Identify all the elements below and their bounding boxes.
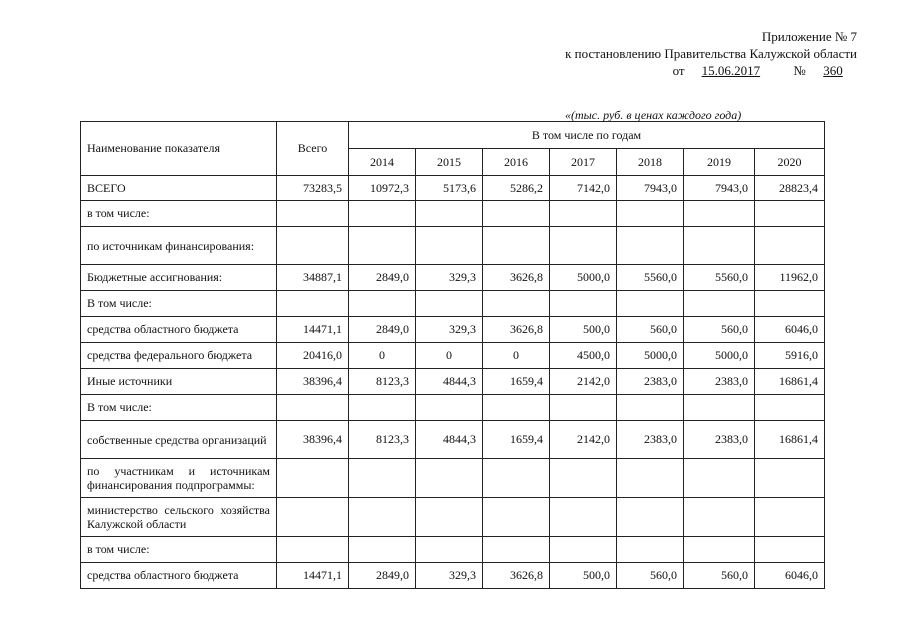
year-value-cell: 5286,2 [483, 176, 550, 201]
year-value-cell: 28823,4 [755, 176, 825, 201]
year-value-cell: 560,0 [684, 563, 755, 589]
year-value-cell [416, 291, 483, 317]
year-value-cell: 560,0 [684, 317, 755, 343]
table-row [81, 201, 825, 227]
year-value-cell [349, 459, 416, 498]
table-header-row-1 [81, 122, 825, 149]
year-value-cell [617, 291, 684, 317]
year-value-cell [684, 227, 755, 265]
year-header: 2016 [483, 149, 550, 176]
year-value-cell: 8123,3 [349, 421, 416, 459]
year-value-cell [684, 291, 755, 317]
row-label: по источникам финансирования: [81, 227, 277, 265]
year-value-cell [349, 227, 416, 265]
year-value-cell: 6046,0 [755, 563, 825, 589]
year-value-cell [550, 227, 617, 265]
total-cell: 34887,1 [277, 265, 349, 291]
table-row [81, 459, 825, 498]
year-value-cell: 329,3 [416, 317, 483, 343]
year-value-cell: 5560,0 [617, 265, 684, 291]
year-value-cell: 560,0 [617, 317, 684, 343]
year-value-cell [483, 201, 550, 227]
total-cell [277, 498, 349, 537]
row-label: Иные источники [81, 369, 277, 395]
year-value-cell: 4844,3 [416, 421, 483, 459]
year-value-cell: 8123,3 [349, 369, 416, 395]
table-row [81, 291, 825, 317]
table-row [81, 369, 825, 395]
table-row [81, 227, 825, 265]
year-value-cell [684, 537, 755, 563]
year-value-cell [550, 395, 617, 421]
year-value-cell [349, 395, 416, 421]
year-value-cell [550, 291, 617, 317]
year-value-cell [755, 227, 825, 265]
year-value-cell [416, 459, 483, 498]
table-row [81, 343, 825, 369]
total-cell [277, 291, 349, 317]
table-row [81, 317, 825, 343]
resolution-date: 15.06.2017 [701, 63, 761, 78]
year-value-cell [755, 459, 825, 498]
table-row [81, 537, 825, 563]
year-value-cell: 0 [483, 343, 550, 369]
year-value-cell: 11962,0 [755, 265, 825, 291]
year-value-cell: 16861,4 [755, 421, 825, 459]
row-label: Бюджетные ассигнования: [81, 265, 277, 291]
row-label: средства областного бюджета [81, 317, 277, 343]
total-cell: 73283,5 [277, 176, 349, 201]
col-header-years-group: В том числе по годам [349, 122, 825, 149]
year-value-cell: 5560,0 [684, 265, 755, 291]
col-header-name: Наименование показателя [81, 122, 277, 176]
year-value-cell [684, 459, 755, 498]
financing-table [80, 121, 825, 589]
year-value-cell [483, 498, 550, 537]
row-label: в том числе: [81, 537, 277, 563]
year-value-cell [617, 201, 684, 227]
document-header [565, 28, 857, 79]
year-value-cell [483, 227, 550, 265]
total-cell [277, 227, 349, 265]
year-value-cell: 5000,0 [617, 343, 684, 369]
table-row [81, 265, 825, 291]
row-label: министерство сельского хозяйства Калужской области [81, 498, 277, 537]
year-value-cell [550, 537, 617, 563]
year-value-cell [550, 498, 617, 537]
year-value-cell: 5916,0 [755, 343, 825, 369]
year-value-cell: 7943,0 [617, 176, 684, 201]
total-cell [277, 395, 349, 421]
year-value-cell [416, 395, 483, 421]
year-value-cell [349, 291, 416, 317]
row-label: средства федерального бюджета [81, 343, 277, 369]
year-value-cell: 500,0 [550, 563, 617, 589]
year-value-cell: 3626,8 [483, 563, 550, 589]
year-value-cell: 5000,0 [684, 343, 755, 369]
year-value-cell: 2849,0 [349, 265, 416, 291]
year-value-cell [617, 498, 684, 537]
table-row [81, 395, 825, 421]
year-value-cell [755, 201, 825, 227]
row-label: В том числе: [81, 395, 277, 421]
table-row [81, 498, 825, 537]
number-label: № [793, 63, 806, 78]
year-value-cell [416, 227, 483, 265]
year-value-cell [483, 395, 550, 421]
row-label: В том числе: [81, 291, 277, 317]
year-value-cell [483, 537, 550, 563]
units-note: «(тыс. руб. в ценах каждого года) [565, 108, 742, 122]
year-value-cell: 16861,4 [755, 369, 825, 395]
year-value-cell: 4844,3 [416, 369, 483, 395]
year-value-cell: 1659,4 [483, 369, 550, 395]
col-header-total: Всего [277, 122, 349, 176]
year-value-cell [684, 201, 755, 227]
year-header: 2015 [416, 149, 483, 176]
year-value-cell [416, 498, 483, 537]
year-value-cell: 5000,0 [550, 265, 617, 291]
year-value-cell [617, 537, 684, 563]
total-cell: 38396,4 [277, 421, 349, 459]
year-value-cell: 2383,0 [684, 421, 755, 459]
year-value-cell: 4500,0 [550, 343, 617, 369]
year-value-cell: 5173,6 [416, 176, 483, 201]
total-cell [277, 537, 349, 563]
year-value-cell [755, 498, 825, 537]
year-value-cell [755, 537, 825, 563]
year-value-cell: 500,0 [550, 317, 617, 343]
row-label: ВСЕГО [81, 176, 277, 201]
year-value-cell: 0 [416, 343, 483, 369]
year-value-cell: 10972,3 [349, 176, 416, 201]
table-row [81, 563, 825, 589]
total-cell: 14471,1 [277, 317, 349, 343]
total-cell [277, 459, 349, 498]
row-label: средства областного бюджета [81, 563, 277, 589]
table-row [81, 421, 825, 459]
year-value-cell [755, 291, 825, 317]
year-value-cell: 2849,0 [349, 317, 416, 343]
year-value-cell: 2383,0 [617, 369, 684, 395]
year-value-cell [550, 459, 617, 498]
year-value-cell [617, 227, 684, 265]
row-label: в том числе: [81, 201, 277, 227]
year-value-cell [617, 459, 684, 498]
appendix-title: Приложение № 7 [761, 29, 857, 44]
year-value-cell [617, 395, 684, 421]
year-header: 2014 [349, 149, 416, 176]
year-value-cell: 2142,0 [550, 421, 617, 459]
year-value-cell: 0 [349, 343, 416, 369]
year-value-cell [349, 498, 416, 537]
year-value-cell [684, 395, 755, 421]
from-label: от [672, 63, 685, 78]
total-cell: 20416,0 [277, 343, 349, 369]
year-value-cell: 560,0 [617, 563, 684, 589]
row-label: по участникам и источникам финансирования подпрограммы: [81, 459, 277, 498]
year-value-cell [349, 537, 416, 563]
year-value-cell: 2142,0 [550, 369, 617, 395]
year-value-cell: 3626,8 [483, 317, 550, 343]
year-value-cell: 329,3 [416, 265, 483, 291]
resolution-number: 360 [823, 63, 843, 78]
year-header: 2018 [617, 149, 684, 176]
year-value-cell [349, 201, 416, 227]
year-value-cell [416, 201, 483, 227]
year-header: 2017 [550, 149, 617, 176]
date-number-line [565, 62, 857, 79]
year-value-cell: 7142,0 [550, 176, 617, 201]
year-value-cell: 1659,4 [483, 421, 550, 459]
resolution-ref: к постановлению Правительства Калужской области [565, 46, 857, 61]
year-header: 2020 [755, 149, 825, 176]
year-value-cell: 2849,0 [349, 563, 416, 589]
year-header: 2019 [684, 149, 755, 176]
year-value-cell: 6046,0 [755, 317, 825, 343]
table-row [81, 176, 825, 201]
year-value-cell: 2383,0 [617, 421, 684, 459]
total-cell [277, 201, 349, 227]
year-value-cell [684, 498, 755, 537]
year-value-cell [755, 395, 825, 421]
year-value-cell [550, 201, 617, 227]
year-value-cell: 7943,0 [684, 176, 755, 201]
year-value-cell: 2383,0 [684, 369, 755, 395]
row-label: собственные средства организаций [81, 421, 277, 459]
year-value-cell: 3626,8 [483, 265, 550, 291]
total-cell: 38396,4 [277, 369, 349, 395]
year-value-cell [416, 537, 483, 563]
total-cell: 14471,1 [277, 563, 349, 589]
year-value-cell [483, 291, 550, 317]
year-value-cell: 329,3 [416, 563, 483, 589]
year-value-cell [483, 459, 550, 498]
